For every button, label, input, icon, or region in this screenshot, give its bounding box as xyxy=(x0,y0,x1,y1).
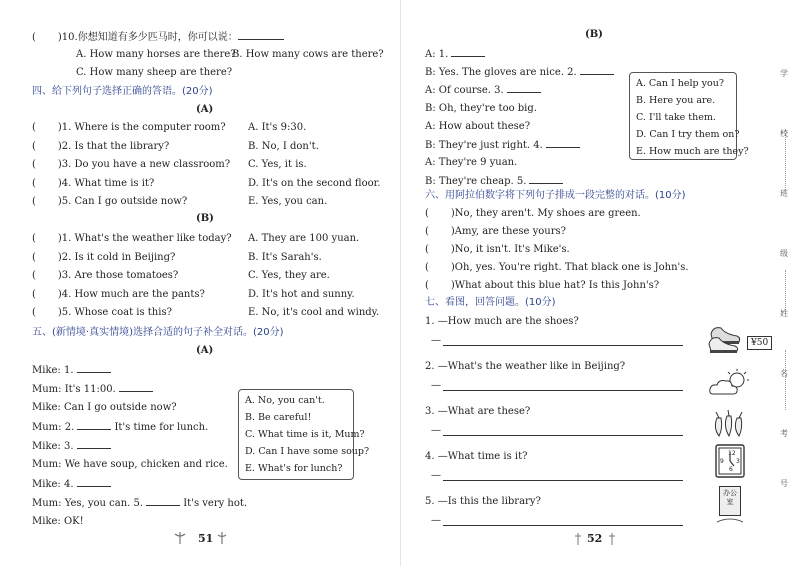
answer-dash: — xyxy=(431,335,441,346)
answer-option: B. It's Sarah's. xyxy=(248,251,322,263)
section6-title: 六、用阿拉伯数字将下列句子排成一段完整的对话。(10分) xyxy=(425,190,686,201)
answer-dash: — xyxy=(431,470,441,481)
question-row xyxy=(32,270,178,282)
option-item: B. Be careful! xyxy=(245,412,312,423)
dialog-text: A: 1. xyxy=(425,49,449,60)
paren: ( xyxy=(32,159,36,170)
answer-option: C. Yes, they are. xyxy=(248,270,330,281)
paren: ( xyxy=(32,233,36,244)
svg-text:12: 12 xyxy=(728,450,736,457)
order-item xyxy=(425,226,566,238)
question-row xyxy=(32,289,205,301)
binding-line xyxy=(785,270,786,310)
svg-text:9: 9 xyxy=(720,458,724,465)
dialog-line xyxy=(32,421,208,434)
section5-title: 五、(新情境·真实情境)选择合适的句子补全对话。(20分) xyxy=(32,327,284,338)
option-item: A. No, you can't. xyxy=(245,395,325,406)
q10-line: ( )10.你想知道有多少匹马时，你可以说： xyxy=(32,31,284,44)
dialog-line xyxy=(32,440,111,453)
dialog-text: B: They're cheap. 5. xyxy=(425,176,527,188)
answer-option: B. No, I don't. xyxy=(248,140,319,152)
dialog-text: Mum: We have soup, chicken and rice. xyxy=(32,459,228,470)
answer-option: E. No, it's cool and windy. xyxy=(248,307,380,318)
order-text: )Amy, are these yours? xyxy=(450,226,567,237)
clock-icon xyxy=(715,444,745,478)
answer-option: A. It's 9:30. xyxy=(248,122,307,133)
binding-line xyxy=(785,350,786,410)
dialog-line xyxy=(32,516,84,528)
dialog-blank[interactable] xyxy=(77,364,111,373)
answer-line[interactable] xyxy=(443,390,683,391)
q10-option-a: A. How many horses are there? xyxy=(76,49,236,60)
section5-options-box xyxy=(238,389,370,480)
question-row xyxy=(32,196,187,208)
answer-dash: — xyxy=(431,380,441,391)
sunny-cloud-icon xyxy=(707,368,753,398)
page-number-right: 52 xyxy=(587,532,603,545)
question-row xyxy=(32,307,172,319)
answer-dash: — xyxy=(431,515,441,526)
dialog-text: A: Of course. 3. xyxy=(425,85,504,97)
picture-question: 3. —What are these? xyxy=(425,406,531,417)
question-row xyxy=(32,122,226,134)
question-text: )2. Is that the library? xyxy=(57,140,170,152)
dialog-text-after: It's time for lunch. xyxy=(111,422,209,433)
dialog-blank[interactable] xyxy=(507,84,541,93)
dialog-blank[interactable] xyxy=(451,48,485,57)
dialog-blank[interactable] xyxy=(77,440,111,449)
page-ornament-icon xyxy=(573,532,583,546)
order-text: )No, they aren't. My shoes are green. xyxy=(450,208,641,219)
dialog-blank[interactable] xyxy=(77,421,111,430)
option-item: D. Can I have some soup? xyxy=(245,446,370,457)
question-text: )5. Whose coat is this? xyxy=(57,307,172,318)
order-text: )What about this blue hat? Is this John's? xyxy=(450,280,660,291)
section4-a-label: (A) xyxy=(196,104,214,115)
svg-text:3: 3 xyxy=(736,458,740,465)
dialog-text: Mike: Can I go outside now? xyxy=(32,402,177,413)
paren: ( xyxy=(32,270,36,281)
question-text: )3. Are those tomatoes? xyxy=(57,270,179,281)
section4-b-label: (B) xyxy=(196,213,214,224)
dialog-text: A: They're 9 yuan. xyxy=(425,157,518,169)
dialog-blank[interactable] xyxy=(77,478,111,487)
paren: ( xyxy=(425,262,429,273)
dialog-line xyxy=(425,121,530,133)
answer-line[interactable] xyxy=(443,345,683,346)
paren: ( xyxy=(425,208,429,219)
dialog-text: Mum: Yes, you can. 5. xyxy=(32,498,144,509)
q10-option-c: C. How many sheep are there? xyxy=(76,67,233,78)
question-row xyxy=(32,233,232,245)
dialog-line xyxy=(32,459,228,471)
question-text: )5. Can I go outside now? xyxy=(57,196,188,207)
price-tag: ¥50 xyxy=(747,336,772,350)
order-item xyxy=(425,244,570,256)
dialog-text: B: Yes. The gloves are nice. 2. xyxy=(425,67,577,79)
dialog-text: B: They're just right. 4. xyxy=(425,140,543,151)
dialog-line xyxy=(32,402,177,414)
picture-question: 2. —What's the weather like in Beijing? xyxy=(425,361,626,372)
right-page xyxy=(400,0,800,566)
paren: ( xyxy=(425,226,429,237)
dialog-text: Mike: 3. xyxy=(32,441,74,452)
dialog-line xyxy=(425,84,541,97)
option-item: C. What time is it, Mum? xyxy=(245,429,365,440)
dialog-line xyxy=(425,103,537,115)
answer-option: D. It's on the second floor. xyxy=(248,177,381,189)
dialog-blank[interactable] xyxy=(119,383,153,392)
paren: ( xyxy=(32,177,36,189)
page-ornament-icon xyxy=(607,532,617,546)
sign-post-icon xyxy=(715,514,745,524)
dialog-line xyxy=(32,364,111,377)
section4-title: 四、给下列句子选择正确的答语。(20分) xyxy=(32,86,213,97)
vegetables-icon xyxy=(711,408,747,440)
question-text: )4. What time is it? xyxy=(57,177,155,189)
answer-line[interactable] xyxy=(443,480,683,481)
question-text: )1. What's the weather like today? xyxy=(57,233,232,244)
order-text: )No, it isn't. It's Mike's. xyxy=(450,244,570,255)
dialog-blank[interactable] xyxy=(580,66,614,75)
svg-text:6: 6 xyxy=(729,466,733,473)
order-item xyxy=(425,208,641,220)
answer-option: C. Yes, it is. xyxy=(248,159,307,170)
binding-line xyxy=(785,130,786,190)
option-item: E. How much are they? xyxy=(636,146,749,157)
section5b-options-box xyxy=(629,72,749,160)
dialog-line xyxy=(425,175,563,188)
page-number-left: 51 xyxy=(198,532,214,545)
question-row xyxy=(32,178,154,190)
question-text: )2. Is it cold in Beijing? xyxy=(57,251,176,263)
dialog-line xyxy=(32,497,247,510)
dialog-blank[interactable] xyxy=(529,175,563,184)
paren: ( xyxy=(32,140,36,152)
dialog-text: Mike: 4. xyxy=(32,479,74,490)
dialog-line xyxy=(425,139,580,152)
dialog-text: Mike: OK! xyxy=(32,516,84,527)
q10-blank[interactable] xyxy=(238,31,284,40)
section5-a-label: (A) xyxy=(196,345,214,356)
dialog-text: Mum: It's 11:00. xyxy=(32,384,116,395)
paren: ( xyxy=(32,196,36,207)
picture-question: 5. —Is this the library? xyxy=(425,496,541,507)
page-ornament-icon xyxy=(172,530,188,546)
q10-option-b: B. How many cows are there? xyxy=(232,49,384,60)
paren: ( xyxy=(32,288,36,300)
section5-b-label: (B) xyxy=(585,29,603,40)
order-text: )Oh, yes. You're right. That black one is John's. xyxy=(450,262,689,273)
page-ornament-icon xyxy=(216,530,228,546)
question-row xyxy=(32,141,169,153)
dialog-line xyxy=(425,66,614,79)
option-item: D. Can I try them on? xyxy=(636,129,740,140)
dialog-blank[interactable] xyxy=(146,497,180,506)
dialog-line xyxy=(32,478,111,491)
question-text: )4. How much are the pants? xyxy=(57,288,205,300)
option-item: B. Here you are. xyxy=(636,95,716,106)
option-item: A. Can I help you? xyxy=(636,78,724,89)
section7-title: 七、看图，回答问题。(10分) xyxy=(425,297,556,308)
answer-option: D. It's hot and sunny. xyxy=(248,288,355,300)
order-item xyxy=(425,262,689,274)
dialog-text: Mike: 1. xyxy=(32,365,74,376)
question-row xyxy=(32,252,175,264)
office-sign: 办公室 xyxy=(719,486,741,516)
dialog-text: B: Oh, they're too big. xyxy=(425,102,537,114)
dialog-line xyxy=(425,48,485,61)
paren: ( xyxy=(425,280,429,291)
answer-line[interactable] xyxy=(443,435,683,436)
answer-dash: — xyxy=(431,425,441,436)
picture-question: 4. —What time is it? xyxy=(425,451,528,462)
answer-option: E. Yes, you can. xyxy=(248,196,328,207)
answer-line[interactable] xyxy=(443,525,683,526)
option-item: C. I'll take them. xyxy=(636,112,716,123)
dialog-text-after: It's very hot. xyxy=(180,498,248,509)
picture-question: 1. —How much are the shoes? xyxy=(425,316,579,327)
paren: ( xyxy=(425,244,429,255)
question-row xyxy=(32,159,230,171)
order-item xyxy=(425,280,659,292)
question-text: )1. Where is the computer room? xyxy=(57,122,226,133)
paren: ( xyxy=(32,251,36,263)
dialog-text: A: How about these? xyxy=(425,120,531,132)
dialog-line xyxy=(425,157,517,169)
dialog-blank[interactable] xyxy=(546,139,580,148)
shoes-icon xyxy=(707,320,743,354)
paren: ( xyxy=(32,307,36,318)
paren: ( xyxy=(32,122,36,133)
answer-option: A. They are 100 yuan. xyxy=(248,233,360,244)
question-text: )3. Do you have a new classroom? xyxy=(57,159,231,170)
dialog-text: Mum: 2. xyxy=(32,422,75,433)
dialog-line xyxy=(32,383,153,396)
option-item: E. What's for lunch? xyxy=(245,463,343,474)
